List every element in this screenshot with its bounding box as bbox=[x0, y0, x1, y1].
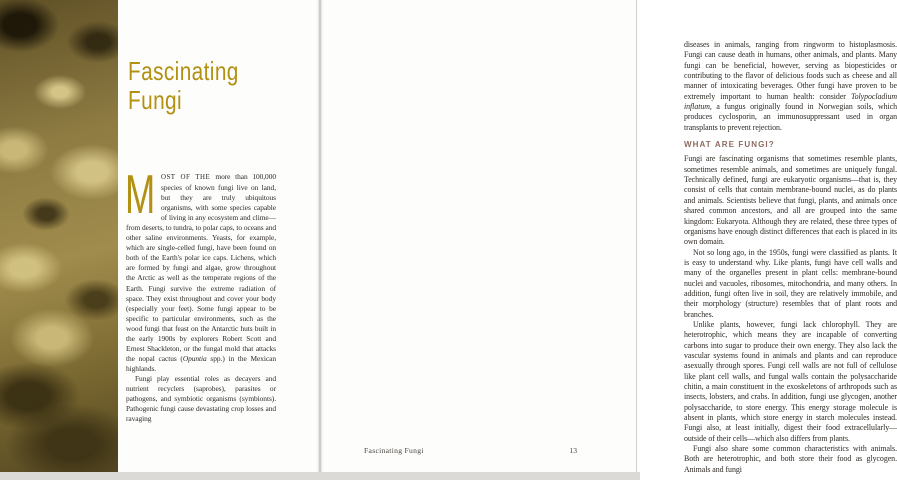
text-segment: Opuntia bbox=[182, 353, 207, 363]
text-segment: Fungi also share some common characteristics with animals. Both are heterotrophic, and both store their food as glycogen. Animals and fungi bbox=[684, 444, 897, 474]
footer-running-title: Fascinating Fungi bbox=[364, 446, 424, 455]
left-body-text bbox=[125, 163, 276, 424]
page-edge bbox=[636, 0, 637, 472]
paragraph bbox=[684, 248, 897, 320]
text-segment: more than 100,000 species of known fungi live on land, but they are truly ubiquitous organisms, with some species capable of living in any ecosystem and clime—from deserts, to tundra, to polar caps, to oceans and other saline environments. Yeasts, for example, which are single-celled fungi, have been found on both of the Earth's polar ice caps. Lichens, which are formed by fungi and algae, grow throughout the Arctic as well as the temperate regions of the Earth. Fungi survive the extreme radiation of space. They exist throughout and cover your body (especially your feet). Some fungi appear to be specific to particular environments, such as the wood fungi that feast on the Antarctic huts built in the early 1900s by explorers Robert Scott and Ernest Shackleton, or the fungal mold that attacks the nopal cactus ( bbox=[126, 172, 276, 363]
text-segment: spp.) in the Mexican highlands. bbox=[126, 353, 276, 373]
footer-page-number: 13 bbox=[569, 446, 577, 455]
text-segment: Unlike plants, however, fungi lack chlorophyll. They are heterotrophic, which means they are incapable of converting carbons into sugar to produce their own energy. They also lack the vascular systems found in animals and plants and can reproduce asexually through spores. Fungi cell walls are not full of cellulose like plant cell walls, and fungal walls contain the polysaccharide chitin, a main constituent in the exoskeletons of arthropods such as insects, lobsters, and crabs. In addition, fungi use glycogen, another polysaccharide, to store energy. This energy storage molecule is absent in plants, which store energy in starch molecules instead. Fungi also, at least initially, digest their food extracellularly—outside of their cells—which also differs from plants. bbox=[684, 319, 897, 443]
fungi-micrograph-image bbox=[0, 0, 118, 472]
page-gutter bbox=[317, 0, 323, 472]
paragraph bbox=[684, 154, 897, 247]
section-heading: WHAT ARE FUNGI? bbox=[684, 140, 775, 150]
text-segment: Fungi are fascinating organisms that sometimes resemble plants, sometimes resemble animals, and sometimes are uniquely fungal. Technically defined, fungi are eukaryotic organisms—that is, they consist of cells that contain membrane-bound nuclei, as do plants and animals. Scientists believe that fungi, plants, and animals once shared common ancestors, and all are grouped into the same kingdom: Eukaryota. Although they are related, these three types of organisms have enough distinct differences that each is placed in its own domain. bbox=[684, 154, 897, 247]
paragraph bbox=[125, 163, 276, 374]
text-segment: Tolypocladium inflatum bbox=[684, 91, 897, 112]
right-body-text bbox=[684, 40, 897, 475]
text-segment: diseases in animals, ranging from ringworm to histoplasmosis. Fungi can cause death in humans, other animals, and plants. Many fungi can be beneficial, however, serving as biopesticides or contributing to the flavor of delicious foods such as cheese and all manner of intoxicating beverages. Other fungi have proven to be extremely important to human health: consider bbox=[684, 40, 897, 101]
text-segment: , a fungus originally found in Norwegian soils, which produces cyclosporin, an immunosuppressant used in organ transplants to prevent rejection. bbox=[684, 102, 897, 132]
left-page bbox=[0, 0, 320, 472]
chapter-title-line-1: Fascinating bbox=[128, 56, 239, 87]
text-segment: Fungi play essential roles as decayers and nutrient recyclers (saprobes), parasites or pathogens, and symbiotic organisms (symbionts). Pathogenic fungi cause devastating crop losses and ravaging bbox=[126, 373, 276, 424]
paragraph bbox=[126, 374, 276, 424]
right-body-main bbox=[684, 154, 897, 475]
paragraph bbox=[684, 320, 897, 444]
drop-cap: M bbox=[125, 163, 156, 225]
right-page bbox=[320, 0, 897, 474]
text-segment: Not so long ago, in the 1950s, fungi were classified as plants. It is easy to understand why. Like plants, fungi have cell walls and many of the organelles present in plant cells: membrane-bound nuclei and vacuoles, ribosomes, mitochondria, and many others. In addition, fungi often live in soil, they are relatively immobile, and their morphology (structure) resembles that of plant roots and branches. bbox=[684, 247, 897, 319]
chapter-title bbox=[128, 57, 239, 115]
paragraph bbox=[684, 444, 897, 475]
right-body-intro bbox=[684, 40, 897, 133]
paragraph bbox=[684, 40, 897, 133]
chapter-title-line-2: Fungi bbox=[128, 85, 183, 116]
text-segment: OST OF THE bbox=[161, 174, 216, 181]
